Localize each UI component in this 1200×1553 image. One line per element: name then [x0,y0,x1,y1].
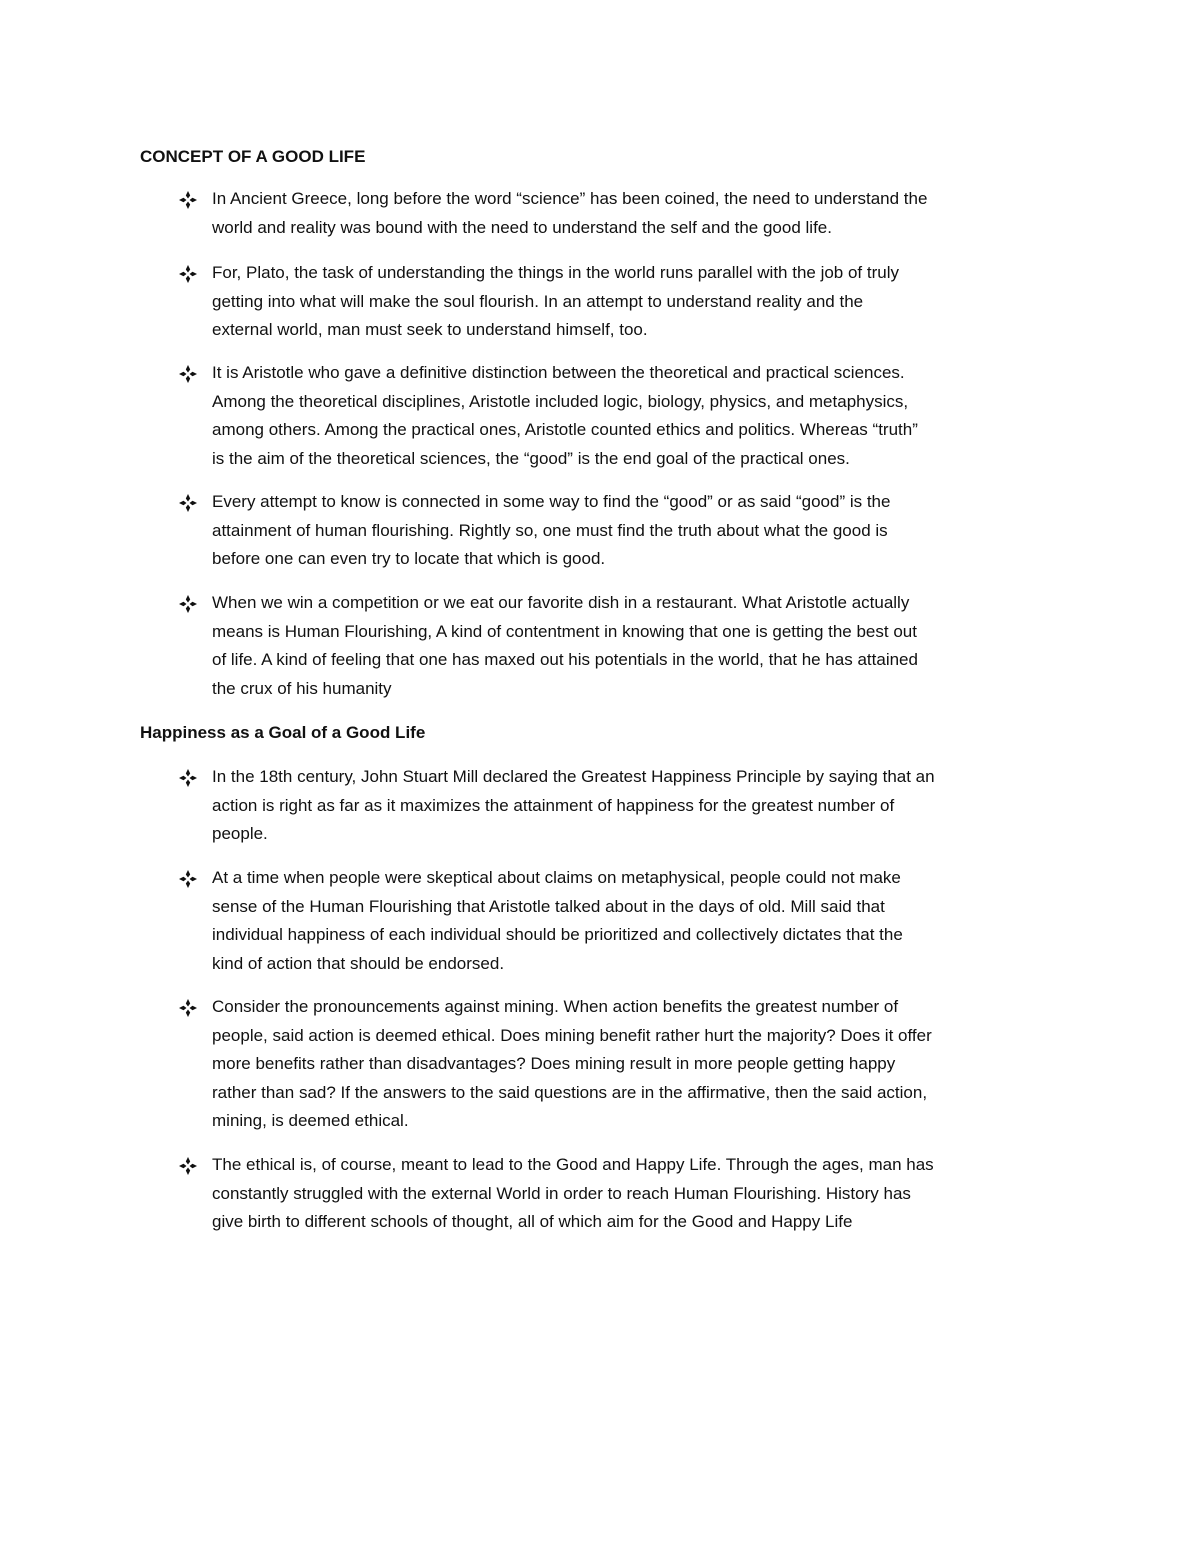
text-line: In the 18th century, John Stuart Mill declared the Greatest Happiness Principle by saying that an [212,767,935,786]
text-line: It is Aristotle who gave a definitive distinction between the theoretical and practical sciences. [212,363,905,382]
bullet-paragraph [212,589,1082,703]
text-line: people, said action is deemed ethical. Does mining benefit rather hurt the majority? Does it offer [212,1025,932,1045]
text-line: give birth to different schools of thought, all of which aim for the Good and Happy Life [212,1212,853,1232]
section-heading: CONCEPT OF A GOOD LIFE [140,147,366,166]
text-line: people. [212,824,268,844]
text-line: At a time when people were skeptical about claims on metaphysical, people could not make [212,868,901,887]
bullet-diamond-icon [178,869,198,889]
text-line: For, Plato, the task of understanding the things in the world runs parallel with the job of truly [212,263,899,282]
text-line: action is right as far as it maximizes the attainment of happiness for the greatest number of [212,795,895,815]
bullet-diamond-icon [178,998,198,1018]
text-line: kind of action that should be endorsed. [212,953,505,973]
text-line: is the aim of the theoretical sciences, the “good” is the end goal of the practical ones. [212,448,850,468]
text-line: among others. Among the practical ones, Aristotle counted ethics and politics. Whereas “truth” [212,420,918,440]
text-line: Among the theoretical disciplines, Aristotle included logic, biology, physics, and metaphysics, [212,391,909,411]
text-line: mining, is deemed ethical. [212,1111,409,1131]
text-line: of life. A kind of feeling that one has maxed out his potentials in the world, that he has attained [212,650,918,670]
bullet-paragraph [212,359,1082,473]
bullet-paragraph [212,763,1082,849]
text-line: getting into what will make the soul flourish. In an attempt to understand reality and the [212,291,864,311]
text-line: the crux of his humanity [212,678,392,698]
text-line: Every attempt to know is connected in some way to find the “good” or as said “good” is the [212,492,891,511]
bullet-paragraph [212,185,1082,242]
bullet-diamond-icon [178,190,198,210]
bullet-diamond-icon [178,768,198,788]
text-line: external world, man must seek to understand himself, too. [212,320,648,340]
text-line: means is Human Flourishing, A kind of contentment in knowing that one is getting the best out [212,621,917,641]
bullet-diamond-icon [178,594,198,614]
section-heading: Happiness as a Goal of a Good Life [140,723,426,742]
text-line: rather than sad? If the answers to the said questions are in the affirmative, then the said action, [212,1082,928,1102]
text-line: before one can even try to locate that which is good. [212,549,606,569]
text-line: The ethical is, of course, meant to lead to the Good and Happy Life. Through the ages, man has [212,1155,934,1174]
text-line: In Ancient Greece, long before the word “science” has been coined, the need to understand the [212,189,928,208]
text-line: more benefits rather than disadvantages? Does mining result in more people getting happy [212,1054,896,1074]
text-line: When we win a competition or we eat our favorite dish in a restaurant. What Aristotle actually [212,593,910,612]
bullet-diamond-icon [178,264,198,284]
bullet-diamond-icon [178,1156,198,1176]
text-line: sense of the Human Flourishing that Aristotle talked about in the days of old. Mill said that [212,896,885,916]
bullet-paragraph [212,993,1082,1136]
bullet-paragraph [212,259,1082,345]
bullet-paragraph [212,1151,1082,1237]
bullet-diamond-icon [178,493,198,513]
text-line: world and reality was bound with the need to understand the self and the good life. [212,217,832,237]
text-line: constantly struggled with the external World in order to reach Human Flourishing. History has [212,1183,911,1203]
text-line: Consider the pronouncements against mining. When action benefits the greatest number of [212,997,899,1016]
bullet-paragraph [212,488,1082,574]
text-line: attainment of human flourishing. Rightly so, one must find the truth about what the good is [212,520,888,540]
bullet-paragraph [212,864,1082,978]
bullet-diamond-icon [178,364,198,384]
text-line: individual happiness of each individual should be prioritized and collectively dictates that the [212,925,903,945]
